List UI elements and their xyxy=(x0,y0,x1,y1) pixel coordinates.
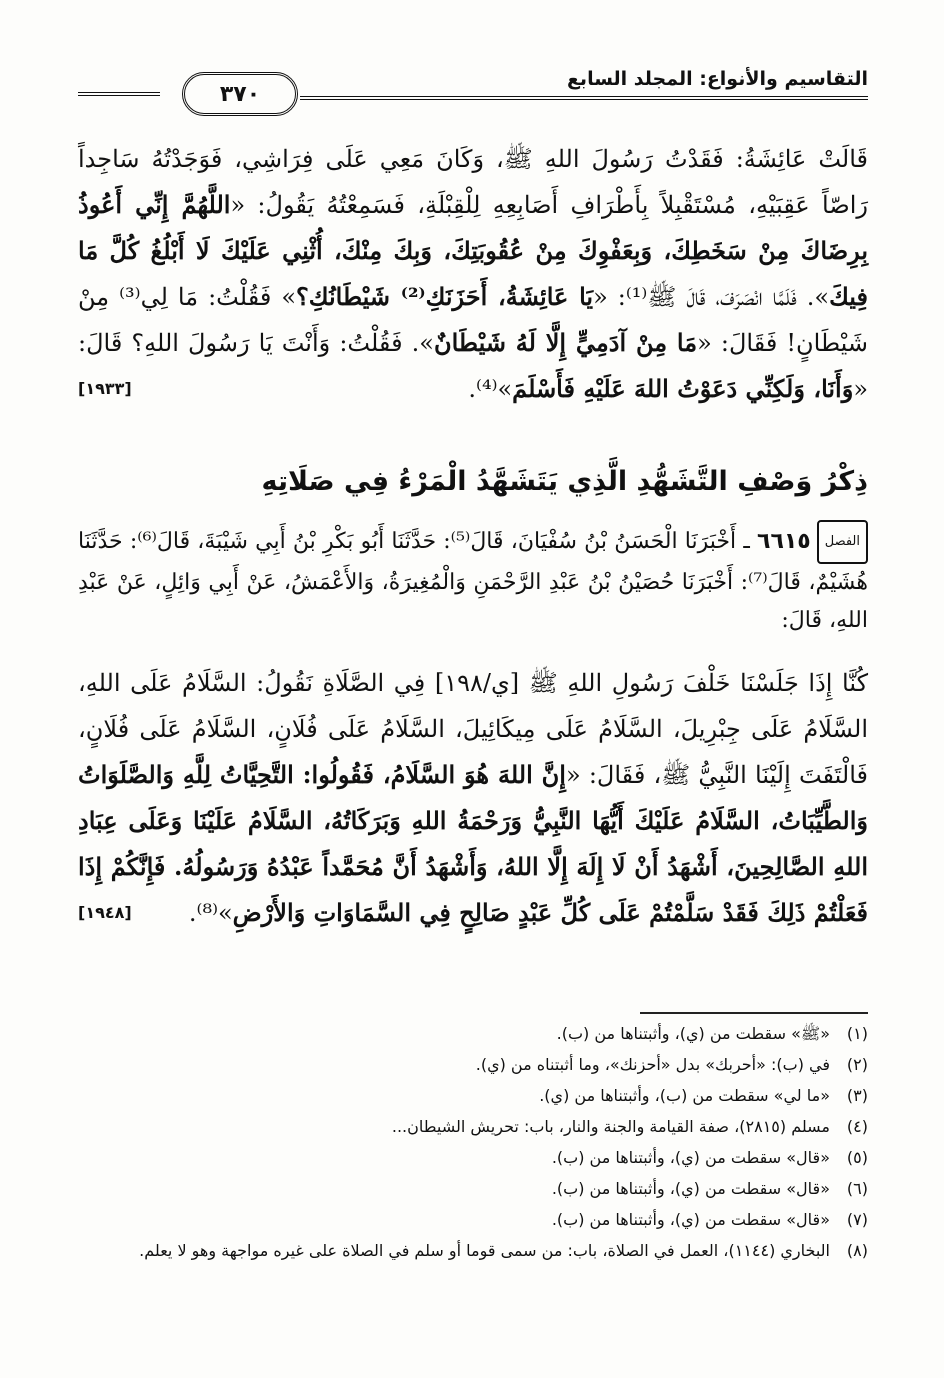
section-heading: ذِكْرُ وَصْفِ التَّشَهُّدِ الَّذِي يَتَشَهَّدُ الْمَرْءُ فِي صَلَاتِهِ xyxy=(261,466,868,497)
hadith-chain xyxy=(78,520,868,640)
footnote: (٦) «قال» سقطت من (ي)، وأثبتناها من (ب). xyxy=(551,1179,868,1198)
page-header xyxy=(78,62,868,112)
footnote: (٨) البخاري (١١٤٤)، العمل في الصلاة، باب: من سمى قوما أو سلم في الصلاة على غيره مواجهة وهو لا يعلم. xyxy=(139,1241,868,1260)
section-badge: الفصل xyxy=(817,520,868,564)
isnad-text: ـ أَخْبَرَنَا الْحَسَنُ بْنُ سُفْيَانَ، قَالَ⁽⁵⁾: حَدَّثَنَا أَبُو بَكْرِ بْنُ أَبِي شَيْبَةَ، قَالَ⁽⁶⁾: حَدَّثَنَا هُشَيْمٌ، قَالَ⁽⁷⁾: أَخْبَرَنَا حُصَيْنُ بْنُ عَبْدِ الرَّحْمَنِ وَالْمُغِيرَةُ، وَالأَعْمَشُ، عَنْ أَبِي وَائِلٍ، عَنْ عَبْدِ اللهِ، قَالَ: xyxy=(78,529,868,633)
header-rule-left xyxy=(78,92,160,96)
paragraph-aisha xyxy=(78,136,868,412)
footnotes xyxy=(78,1018,868,1266)
hadith-reference: [١٩٣٣] xyxy=(78,379,132,398)
paragraph-text: قَالَتْ عَائِشَةُ: فَقَدْتُ رَسُولَ اللهِ ﷺ، وَكَانَ مَعِي عَلَى فِرَاشِي، فَوَجَدْتُهُ سَاجِداً رَاصّاً عَقِبَيْهِ، مُسْتَقْبِلاً بِأَطْرَافِ أَصَابِعِهِ لِلْقِبْلَةِ، فَسَمِعْتُهُ يَقُولُ: «اللَّهُمَّ إِنِّي أَعُوذُ بِرِضَاكَ مِنْ سَخَطِكَ، وَبِعَفْوِكَ مِنْ عُقُوبَتِكَ، وَبِكَ مِنْكَ، أُثْنِي عَلَيْكَ لَا أَبْلُغُ كُلَّ مَا فِيكَ». فَلَمَّا انْصَرَفَ، قَالَ ﷺ⁽¹⁾: «يَا عَائِشَةُ، أَحَزَنَكِ⁽²⁾ شَيْطَانُكِ؟» فَقُلْتُ: مَا لِي⁽³⁾ مِنْ شَيْطَانٍ! فَقَالَ: «مَا مِنْ آدَمِيٍّ إِلَّا لَهُ شَيْطَانٌ». فَقُلْتُ: وَأَنْتَ يَا رَسُولَ اللهِ؟ قَالَ: «وَأَنَا، وَلَكِنِّي دَعَوْتُ اللهَ عَلَيْهِ فَأَسْلَمَ»⁽⁴⁾. [١٩٣٣] xyxy=(78,136,868,412)
paragraph-text: كُنَّا إِذَا جَلَسْنَا خَلْفَ رَسُولِ اللهِ ﷺ [ي/١٩٨] فِي الصَّلَاةِ نَقُولُ: السَّلَامُ عَلَى اللهِ، السَّلَامُ عَلَى جِبْرِيلَ، السَّلَامُ عَلَى مِيكَائِيلَ، السَّلَامُ عَلَى فُلَانٍ، السَّلَامُ عَلَى فُلَانٍ، فَالْتَفَتَ إِلَيْنَا النَّبِيُّ ﷺ، فَقَالَ: «إِنَّ اللهَ هُوَ السَّلَامُ، فَقُولُوا: التَّحِيَّاتُ لِلَّهِ وَالصَّلَوَاتُ وَالطَّيِّبَاتُ، السَّلَامُ عَلَيْكَ أَيُّهَا النَّبِيُّ وَرَحْمَةُ اللهِ وَبَرَكَاتُهُ، السَّلَامُ عَلَيْنَا وَعَلَى عِبَادِ اللهِ الصَّالِحِينَ، أَشْهَدُ أَنْ لَا إِلَهَ إِلَّا اللهُ، وَأَشْهَدُ أَنَّ مُحَمَّداً عَبْدُهُ وَرَسُولُهُ. فَإِنَّكُمْ إِذَا فَعَلْتُمْ ذَلِكَ فَقَدْ سَلَّمْتُمْ عَلَى كُلِّ عَبْدٍ صَالِحٍ فِي السَّمَاوَاتِ وَالأَرْضِ»⁽⁸⁾. [١٩٤٨] xyxy=(78,660,868,936)
footnote-separator xyxy=(640,1012,868,1014)
hadith-reference: [١٩٤٨] xyxy=(78,903,132,922)
footnote: (٧) «قال» سقطت من (ي)، وأثبتناها من (ب). xyxy=(551,1210,868,1229)
paragraph-tashahhud xyxy=(78,660,868,936)
footnote: (٥) «قال» سقطت من (ي)، وأثبتناها من (ب). xyxy=(551,1148,868,1167)
hadith-number: ٦٦١٥ xyxy=(757,529,811,554)
running-title: التقاسيم والأنواع: المجلد السابع xyxy=(566,68,868,90)
header-rule xyxy=(300,96,868,100)
footnote: (٤) مسلم (٢٨١٥)، صفة القيامة والجنة والنار، باب: تحريش الشيطان... xyxy=(391,1117,868,1136)
page-number: ٣٧٠ xyxy=(182,72,298,116)
footnote: (٣) «ما لي» سقطت من (ب)، وأثبتناها من (ي). xyxy=(539,1086,868,1105)
footnote: (٢) في (ب): «أحربك» بدل «أحزنك»، وما أثبتناه من (ي). xyxy=(475,1055,868,1074)
footnote: (١) «ﷺ» سقطت من (ي)، وأثبتناها من (ب). xyxy=(556,1024,868,1043)
